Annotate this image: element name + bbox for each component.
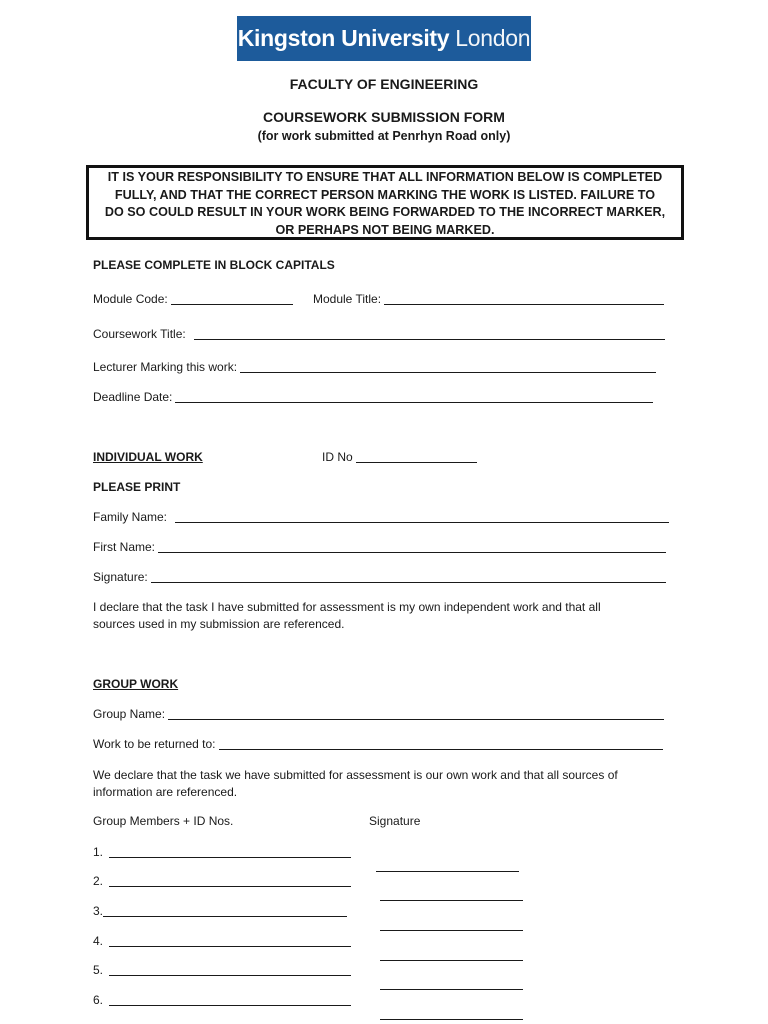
member-row xyxy=(93,934,351,948)
coursework-title-label: Coursework Title: xyxy=(93,327,186,341)
member-row xyxy=(93,993,351,1007)
return-to-input-line[interactable] xyxy=(219,749,663,750)
member-signature-input-line[interactable] xyxy=(376,871,519,872)
logo-text-light: London xyxy=(455,25,531,51)
family-name-field xyxy=(93,510,669,524)
group-members-header: Group Members + ID Nos. xyxy=(93,814,234,828)
member-number: 3. xyxy=(93,904,104,918)
member-id-input-line[interactable] xyxy=(109,1005,351,1006)
id-no-label: ID No xyxy=(322,450,353,464)
faculty-title: FACULTY OF ENGINEERING xyxy=(289,76,479,92)
group-signature-header: Signature xyxy=(369,814,421,828)
member-row xyxy=(93,904,347,918)
first-name-field xyxy=(93,540,666,554)
member-id-input-line[interactable] xyxy=(109,975,351,976)
module-code-label: Module Code: xyxy=(93,292,168,306)
return-to-field xyxy=(93,737,663,751)
member-row xyxy=(93,845,351,859)
group-name-label: Group Name: xyxy=(93,707,166,721)
declaration-line: We declare that the task we have submitted for assessment is our own work and that all sources of xyxy=(93,768,618,782)
member-signature-input-line[interactable] xyxy=(380,960,523,961)
deadline-input-line[interactable] xyxy=(175,402,653,403)
member-row xyxy=(93,963,351,977)
responsibility-notice xyxy=(86,165,684,240)
module-code-field xyxy=(93,292,293,306)
member-signature-input-line[interactable] xyxy=(380,989,523,990)
id-no-input-line[interactable] xyxy=(356,462,477,463)
signature-field xyxy=(93,570,666,584)
member-number: 4. xyxy=(93,934,104,948)
signature-label: Signature: xyxy=(93,570,148,584)
group-declaration xyxy=(93,767,618,801)
declaration-line: I declare that the task I have submitted for assessment is my own independent work and that all xyxy=(93,600,601,614)
group-name-input-line[interactable] xyxy=(168,719,664,720)
return-to-label: Work to be returned to: xyxy=(93,737,216,751)
coursework-title-field xyxy=(93,327,665,341)
module-title-input-line[interactable] xyxy=(384,304,664,305)
module-code-input-line[interactable] xyxy=(171,304,293,305)
member-signature-input-line[interactable] xyxy=(380,1019,523,1020)
lecturer-field xyxy=(93,360,656,374)
form-title: COURSEWORK SUBMISSION FORM xyxy=(263,109,505,125)
member-number: 5. xyxy=(93,963,104,977)
group-name-field xyxy=(93,707,664,721)
module-title-label: Module Title: xyxy=(313,292,382,306)
member-row xyxy=(93,874,351,888)
member-signature-input-line[interactable] xyxy=(380,930,523,931)
notice-line: DO SO COULD RESULT IN YOUR WORK BEING FORWARDED TO THE INCORRECT MARKER, xyxy=(104,205,666,219)
form-subtitle: (for work submitted at Penrhyn Road only) xyxy=(257,129,511,143)
please-print-heading: PLEASE PRINT xyxy=(93,480,181,494)
lecturer-input-line[interactable] xyxy=(240,372,656,373)
member-id-input-line[interactable] xyxy=(109,946,351,947)
logo-text-bold: Kingston University xyxy=(237,25,450,51)
family-name-label: Family Name: xyxy=(93,510,168,524)
module-title-field xyxy=(313,292,664,306)
first-name-label: First Name: xyxy=(93,540,156,554)
signature-input-line[interactable] xyxy=(151,582,666,583)
individual-declaration xyxy=(93,599,601,633)
declaration-line: sources used in my submission are referenced. xyxy=(93,617,345,631)
first-name-input-line[interactable] xyxy=(158,552,666,553)
member-id-input-line[interactable] xyxy=(109,857,351,858)
member-id-input-line[interactable] xyxy=(109,886,351,887)
id-no-field xyxy=(322,450,477,464)
member-signature-input-line[interactable] xyxy=(380,900,523,901)
notice-line: FULLY, AND THAT THE CORRECT PERSON MARKING THE WORK IS LISTED. FAILURE TO xyxy=(114,187,656,202)
block-capitals-instruction: PLEASE COMPLETE IN BLOCK CAPITALS xyxy=(93,258,335,272)
coursework-title-input-line[interactable] xyxy=(194,339,665,340)
deadline-label: Deadline Date: xyxy=(93,390,173,404)
group-work-heading: GROUP WORK xyxy=(93,677,179,691)
declaration-line: information are referenced. xyxy=(93,785,238,799)
member-number: 2. xyxy=(93,874,104,888)
university-logo xyxy=(237,16,531,61)
member-number: 1. xyxy=(93,845,104,859)
individual-work-heading: INDIVIDUAL WORK xyxy=(93,450,203,464)
notice-line: IT IS YOUR RESPONSIBILITY TO ENSURE THAT ALL INFORMATION BELOW IS COMPLETED xyxy=(107,170,663,184)
member-number: 6. xyxy=(93,993,104,1007)
deadline-field xyxy=(93,390,653,404)
notice-line: OR PERHAPS NOT BEING MARKED. xyxy=(275,222,495,237)
family-name-input-line[interactable] xyxy=(175,522,669,523)
lecturer-label: Lecturer Marking this work: xyxy=(93,360,238,374)
member-id-input-line[interactable] xyxy=(103,916,347,917)
